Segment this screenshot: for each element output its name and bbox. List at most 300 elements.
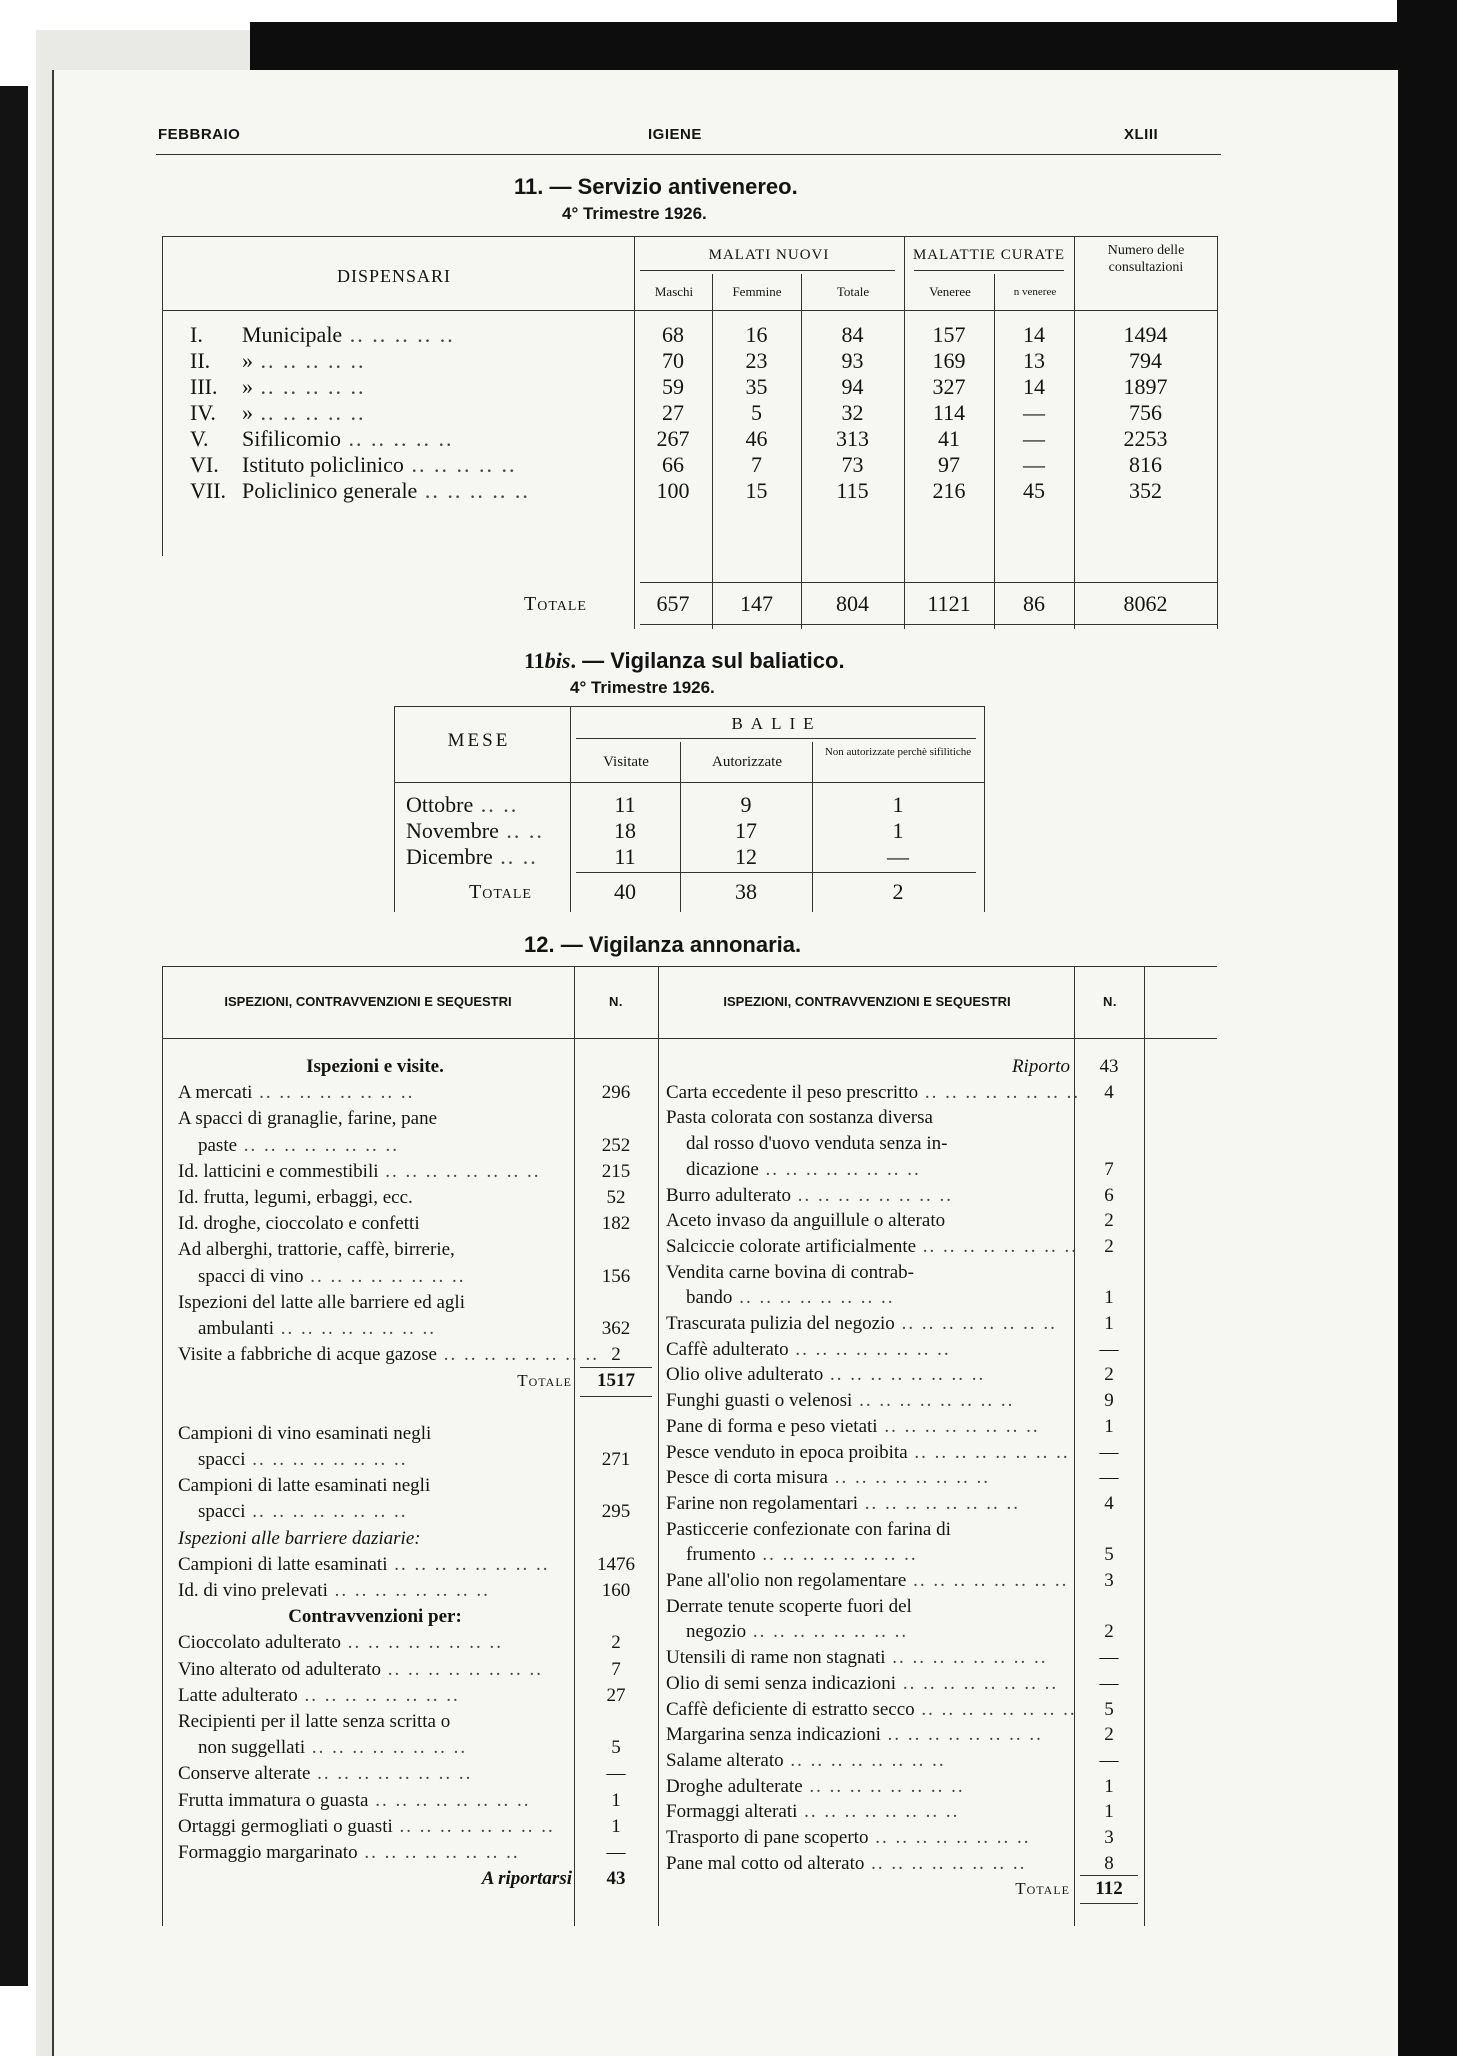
leader-dots: .. .. .. .. ..: [403, 452, 517, 477]
list-item: [54, 1337, 1217, 1366]
list-item: [54, 1183, 1217, 1209]
item-value: 27: [606, 1684, 626, 1706]
item-label: Riporto: [1011, 1056, 1070, 1077]
row-number: III.: [190, 374, 218, 399]
item-label: Id. di vino prelevati: [178, 1580, 328, 1601]
cell-totale: 32: [841, 400, 864, 425]
cell-maschi: 267: [656, 426, 690, 451]
total-femmine: 147: [740, 591, 773, 616]
item-label: Vino alterato od adulterato: [178, 1658, 382, 1680]
item-label: Pane all'olio non regolamentare: [666, 1570, 907, 1591]
item-label: Ispezioni alle barriere daziarie:: [178, 1527, 421, 1549]
item-text: [686, 1619, 1070, 1645]
list-item: [54, 1697, 1217, 1723]
total-maschi: 657: [656, 591, 690, 616]
item-text: [686, 1131, 1070, 1157]
section-12-title: 12. — Vigilanza annonaria.: [524, 932, 802, 957]
row-name: [242, 400, 522, 426]
row-name-text: Municipale: [242, 322, 343, 347]
item-label: Id. latticini e commestibili: [178, 1160, 379, 1182]
table-row: [54, 426, 1217, 452]
row-number: I.: [190, 322, 203, 347]
list-item: [54, 1825, 1217, 1851]
item-text: [666, 1748, 1070, 1774]
leader-dots: .. .. .. .. .. .. .. ..: [357, 1842, 520, 1863]
cell-visitate: 11: [614, 844, 636, 869]
facing-page-edge: [0, 86, 28, 1986]
item-label: Campioni di vino esaminati negli: [178, 1422, 432, 1444]
cell-femmine: 35: [745, 374, 768, 399]
header-totale: Totale: [836, 284, 870, 299]
item-label: Pesce di corta misura: [666, 1467, 828, 1489]
list-item: [54, 1440, 1217, 1466]
item-label: Salciccie colorate artificialmente: [666, 1235, 917, 1257]
table-row: [54, 818, 984, 844]
leader-dots: .. .. .. .. .. .. .. ..: [868, 1827, 1031, 1848]
item-value: 4: [1104, 1081, 1114, 1103]
cell-non-autorizzate: 1: [892, 792, 904, 817]
row-number: V.: [190, 426, 209, 451]
item-text: [666, 1440, 1070, 1466]
header-dispensari: DISPENSARI: [336, 266, 452, 286]
item-label: Formaggi alterati: [666, 1801, 798, 1823]
item-value: 182: [601, 1213, 631, 1235]
leader-dots: .. .. .. .. ..: [341, 426, 454, 451]
leader-dots: .. ..: [498, 818, 544, 843]
item-value: 160: [601, 1580, 631, 1601]
item-value: 271: [601, 1449, 631, 1470]
cell-autorizzate: 17: [735, 818, 757, 843]
leader-dots: .. .. .. .. .. .. .. ..: [758, 1158, 921, 1180]
leader-dots: .. .. .. .. .. .. .. ..: [880, 1724, 1043, 1746]
item-label: Funghi guasti o velenosi: [666, 1390, 853, 1412]
table-row: [54, 400, 1217, 426]
leader-dots: .. .. .. .. .. .. .. ..: [305, 1737, 468, 1759]
table-row: [54, 348, 1217, 374]
document-page: [52, 70, 1398, 2056]
baliatico-total-non-autorizzate: 2: [892, 879, 904, 904]
item-value: 43: [1099, 1056, 1119, 1077]
item-text: [666, 1876, 1070, 1902]
item-value: 1: [611, 1789, 621, 1811]
list-item: [54, 1362, 1217, 1391]
item-label: Pane mal cotto od alterato: [666, 1852, 865, 1874]
total-label: Totale: [524, 593, 587, 615]
header-ispezioni-right: ISPEZIONI, CONTRAVVENZIONI E SEQUESTRI: [723, 994, 1011, 1009]
cell-femmine: 23: [745, 348, 768, 373]
leader-dots: .. ..: [473, 792, 519, 817]
baliatico-total-visitate: 40: [614, 879, 636, 904]
item-value: —: [1099, 1441, 1119, 1463]
total-veneree: 1121: [927, 591, 971, 616]
item-value: 1: [1104, 1415, 1114, 1437]
cell-totale: 313: [836, 426, 869, 451]
row-number: VII.: [190, 478, 227, 503]
item-text: [666, 1491, 1070, 1517]
item-label: Totale: [517, 1371, 572, 1391]
item-value: 296: [601, 1082, 631, 1104]
item-value: 1517: [597, 1370, 635, 1392]
cell-autorizzate: 9: [740, 792, 752, 817]
item-label: Derrate tenute scoperte fuori del: [666, 1595, 912, 1617]
item-value: —: [606, 1763, 626, 1785]
leader-dots: .. .. .. .. ..: [253, 400, 366, 425]
item-label: Totale: [1015, 1879, 1070, 1899]
cell-maschi: 59: [662, 374, 684, 399]
leader-dots: .. .. .. .. .. .. .. ..: [791, 1184, 954, 1206]
row-name-text: Istituto policlinico: [242, 452, 404, 477]
leader-dots: .. .. .. .. .. .. .. ..: [387, 1553, 550, 1575]
leader-dots: .. .. .. .. .. .. .. ..: [245, 1449, 408, 1470]
list-item: [54, 1517, 1217, 1543]
cell-totale: 84: [841, 322, 864, 347]
leader-dots: .. .. .. .. .. .. .. ..: [273, 1318, 436, 1339]
item-label: Caffè adulterato: [666, 1338, 789, 1360]
item-text: [666, 1671, 1070, 1697]
item-label: Caffè deficiente di estratto secco: [666, 1698, 915, 1720]
row-mese-text: Ottobre: [406, 792, 474, 817]
cell-non-autorizzate: 1: [892, 818, 904, 843]
item-text: [666, 1825, 1070, 1851]
section-11-subtitle: 4° Trimestre 1926.: [562, 204, 707, 223]
leader-dots: .. .. .. .. .. .. .. ..: [858, 1492, 1021, 1514]
section-11-title: 11. — Servizio antivenereo.: [514, 174, 798, 199]
baliatico-total-label: Totale: [469, 881, 532, 903]
item-text: [666, 1799, 1070, 1825]
item-value: 1: [611, 1815, 621, 1837]
leader-dots: .. .. .. .. .. .. .. ..: [906, 1570, 1069, 1591]
leader-dots: .. .. .. .. .. .. .. ..: [297, 1684, 460, 1706]
table-row: [54, 452, 1217, 478]
item-value: 2: [1104, 1364, 1114, 1386]
item-label: Pasta colorata con sostanza diversa: [666, 1107, 933, 1129]
item-value: 4: [1104, 1492, 1114, 1514]
item-text: [686, 1542, 1070, 1568]
leader-dots: .. .. .. .. .. .. .. ..: [368, 1789, 531, 1811]
item-label: Conserve alterate: [178, 1763, 311, 1785]
row-name-text: Sifilicomio: [242, 426, 341, 451]
total-rule-bottom: [1080, 1903, 1138, 1904]
item-label: Ortaggi germogliati o guasti: [178, 1815, 393, 1837]
item-text: [666, 1362, 1070, 1388]
running-header-center: IGIENE: [648, 126, 702, 143]
row-name: [242, 452, 522, 478]
cell-veneree: 41: [938, 426, 960, 451]
cell-totale: 115: [836, 478, 869, 503]
item-label: A riportarsi: [481, 1868, 572, 1890]
list-item: [54, 1542, 1217, 1568]
cell-visitate: 18: [614, 818, 636, 843]
item-label: Pasticcerie confezionate con farina di: [666, 1518, 951, 1540]
cell-nonveneree: —: [1023, 400, 1045, 425]
leader-dots: .. .. .. .. .. .. .. ..: [341, 1632, 504, 1654]
leader-dots: .. .. .. .. ..: [417, 478, 530, 503]
item-value: 2: [1104, 1210, 1114, 1232]
list-item: [54, 1748, 1217, 1774]
item-value: 7: [1104, 1158, 1114, 1180]
item-label: bando: [686, 1287, 733, 1309]
leader-dots: .. .. .. .. .. .. .. ..: [392, 1815, 555, 1837]
item-label: Frutta immatura o guasta: [178, 1789, 369, 1811]
item-label: Id. frutta, legumi, erbaggi, ecc.: [178, 1187, 413, 1208]
row-name-text: »: [242, 348, 253, 373]
leader-dots: .. .. .. .. .. .. .. ..: [916, 1235, 1079, 1257]
cell-consult: 352: [1129, 478, 1162, 503]
cell-consult: 1494: [1123, 322, 1168, 347]
cell-nonveneree: —: [1023, 426, 1045, 451]
cell-maschi: 66: [662, 452, 684, 477]
cell-consult: 794: [1129, 348, 1162, 373]
item-label: negozio: [686, 1621, 747, 1643]
cell-consult: 756: [1129, 400, 1162, 425]
list-item: [54, 1774, 1217, 1800]
item-value: 5: [1104, 1698, 1114, 1720]
item-label: Campioni di latte esaminati: [178, 1553, 388, 1575]
list-item: [54, 1157, 1217, 1183]
item-value: 1: [1104, 1287, 1114, 1309]
list-item: [54, 1722, 1217, 1748]
header-autorizzate: Autorizzate: [712, 754, 782, 770]
item-text: [666, 1697, 1077, 1723]
leader-dots: .. .. .. .. .. .. .. ..: [245, 1501, 408, 1523]
list-item: [54, 1876, 1217, 1902]
total-nonveneree: 86: [1023, 591, 1045, 616]
item-text: [666, 1260, 1070, 1286]
row-name-text: Policlinico generale: [242, 478, 418, 503]
item-label: Carta eccedente il peso prescritto: [666, 1081, 919, 1103]
list-item: [54, 1234, 1217, 1260]
row-number: IV.: [190, 400, 216, 425]
row-name: [242, 348, 522, 374]
cell-autorizzate: 12: [735, 844, 757, 869]
item-label: Trasporto di pane scoperto: [666, 1827, 869, 1848]
header-mese: MESE: [447, 730, 511, 751]
item-text: [666, 1568, 1070, 1594]
item-label: A spacci di granaglie, farine, pane: [178, 1108, 438, 1130]
leader-dots: .. .. .. .. .. .. .. ..: [896, 1672, 1059, 1694]
cell-femmine: 15: [745, 478, 768, 503]
running-header-right: XLIII: [1124, 126, 1159, 143]
item-text: [666, 1851, 1070, 1877]
list-item: [54, 1208, 1217, 1234]
item-value: —: [606, 1842, 626, 1863]
header-n-left: N.: [609, 994, 623, 1009]
leader-dots: .. .. .. .. .. .. .. ..: [894, 1313, 1057, 1334]
cell-maschi: 68: [662, 322, 684, 347]
leader-dots: .. .. .. .. .. .. .. ..: [327, 1580, 490, 1601]
leader-dots: .. .. .. .. .. .. .. ..: [252, 1082, 415, 1104]
cell-totale: 93: [841, 348, 864, 373]
table-row: [54, 844, 984, 870]
item-label: Formaggio margarinato: [178, 1842, 358, 1863]
cell-consult: 816: [1129, 452, 1162, 477]
item-value: 9: [1104, 1390, 1114, 1412]
item-label: Utensili di rame non stagnati: [666, 1647, 886, 1669]
leader-dots: .. .. .. .. .. .. .. ..: [378, 1160, 541, 1182]
leader-dots: .. .. .. .. ..: [253, 374, 366, 399]
item-label: A mercati: [178, 1082, 253, 1104]
item-label: Campioni di latte esaminati negli: [178, 1475, 431, 1497]
item-value: 2: [1104, 1724, 1114, 1746]
leader-dots: .. .. .. .. .. .. .. ..: [788, 1338, 951, 1360]
item-text: [666, 1645, 1070, 1671]
cell-veneree: 114: [932, 400, 966, 425]
leader-dots: .. .. .. .. .. .. .. ..: [907, 1441, 1070, 1463]
row-mese: [406, 818, 566, 844]
leader-dots: .. .. .. .. .. .. .. ..: [783, 1749, 946, 1771]
item-value: —: [1099, 1672, 1119, 1694]
item-label: Visite a fabbriche di acque gazose: [178, 1344, 437, 1366]
list-item: [54, 1671, 1217, 1697]
list-item: [54, 1388, 1217, 1414]
leader-dots: .. .. .. .. .. .. .. ..: [755, 1544, 918, 1566]
total-consult: 8062: [1123, 591, 1168, 616]
cell-visitate: 11: [614, 792, 636, 817]
item-text: [666, 1234, 1079, 1260]
item-label: spacci: [198, 1449, 246, 1470]
item-text: [666, 1183, 1070, 1209]
running-header-left: FEBBRAIO: [158, 126, 241, 143]
item-value: 7: [611, 1658, 621, 1680]
header-femmine: Femmine: [732, 284, 782, 299]
item-label: Latte adulterato: [178, 1684, 298, 1706]
item-text: [666, 1388, 1070, 1414]
item-label: frumento: [686, 1544, 756, 1566]
leader-dots: .. .. .. .. .. .. .. ..: [303, 1265, 466, 1287]
leader-dots: .. .. .. .. .. .. .. ..: [852, 1390, 1015, 1412]
item-label: Olio di semi senza indicazioni: [666, 1672, 897, 1694]
list-item: [54, 1260, 1217, 1286]
leader-dots: .. .. .. .. .. .. .. ..: [914, 1698, 1077, 1720]
item-label: paste: [198, 1134, 238, 1156]
list-item: [54, 1568, 1217, 1594]
leader-dots: .. .. .. .. .. .. .. ..: [436, 1344, 599, 1366]
section-11bis-title: 11bis. — Vigilanza sul baliatico.: [524, 648, 845, 673]
item-label: Vendita carne bovina di contrab-: [666, 1261, 914, 1283]
item-label: Pesce venduto in epoca proibita: [666, 1441, 908, 1463]
item-text: [666, 1774, 1070, 1800]
header-rule: [156, 154, 1221, 155]
item-text: [666, 1517, 1070, 1543]
item-text: [686, 1157, 1070, 1183]
list-item: [54, 1645, 1217, 1671]
item-label: Pane di forma e peso vietati: [666, 1415, 878, 1437]
cell-nonveneree: 13: [1023, 348, 1045, 373]
item-value: 43: [606, 1868, 626, 1890]
item-label: spacci di vino: [198, 1265, 304, 1287]
cell-nonveneree: —: [1023, 452, 1045, 477]
leader-dots: .. .. .. .. .. .. .. ..: [802, 1775, 965, 1797]
leader-dots: .. .. .. .. ..: [253, 348, 366, 373]
leader-dots: .. ..: [492, 844, 538, 869]
cell-veneree: 157: [932, 322, 966, 347]
scan-border-right: [1397, 0, 1457, 2056]
item-value: —: [1099, 1338, 1119, 1360]
table-antivenereo-total-row: [54, 591, 1217, 617]
header-malati-nuovi: MALATI NUOVI: [708, 247, 830, 263]
header-numero-consultazioni: Numero delle consultazioni: [1107, 243, 1185, 275]
item-value: 215: [601, 1160, 631, 1182]
item-text: [666, 1208, 1070, 1234]
leader-dots: .. .. .. .. .. .. .. ..: [237, 1134, 400, 1156]
cell-totale: 94: [841, 374, 864, 399]
row-mese-text: Dicembre: [406, 844, 493, 869]
item-label: dicazione: [686, 1158, 759, 1180]
table-row: [54, 374, 1217, 400]
item-value: 112: [1095, 1878, 1123, 1900]
item-text: [666, 1465, 1070, 1491]
cell-maschi: 70: [662, 348, 684, 373]
row-number: VI.: [190, 452, 219, 477]
cell-veneree: 327: [932, 374, 966, 399]
leader-dots: .. .. .. .. .. .. .. ..: [877, 1415, 1040, 1437]
item-label: Margarina senza indicazioni: [666, 1724, 881, 1746]
item-value: 3: [1104, 1827, 1114, 1848]
cell-totale: 73: [841, 452, 864, 477]
item-label: Burro adulterato: [666, 1184, 792, 1206]
list-item: [54, 1465, 1217, 1491]
leader-dots: .. .. .. .. .. .. .. ..: [310, 1763, 473, 1785]
cell-veneree: 97: [938, 452, 960, 477]
leader-dots: .. .. .. .. .. .. .. ..: [823, 1364, 986, 1386]
header-malattie-curate: MALATTIE CURATE: [912, 247, 1066, 263]
list-item: [54, 1131, 1217, 1157]
total-totale: 804: [836, 591, 869, 616]
item-text: [686, 1285, 1070, 1311]
item-value: 2: [1104, 1235, 1114, 1257]
item-value: 5: [1104, 1544, 1114, 1566]
cell-consult: 2253: [1123, 426, 1168, 451]
cell-consult: 1897: [1123, 374, 1168, 399]
item-value: 52: [606, 1187, 626, 1208]
item-label: Cioccolato adulterato: [178, 1632, 342, 1654]
header-n-right: N.: [1103, 994, 1117, 1009]
list-item: [54, 1054, 1217, 1080]
list-item: [54, 1491, 1217, 1517]
list-item: [54, 1080, 1217, 1106]
item-value: 8: [1104, 1852, 1114, 1874]
list-item: [54, 1311, 1217, 1337]
item-label: ambulanti: [198, 1318, 274, 1339]
item-value: 295: [601, 1501, 631, 1523]
cell-nonveneree: 14: [1023, 374, 1045, 399]
item-value: 156: [601, 1265, 631, 1287]
leader-dots: .. .. .. .. .. .. .. ..: [864, 1852, 1027, 1874]
leader-dots: .. .. .. .. .. .. .. ..: [797, 1801, 960, 1823]
item-label: Ispezioni del latte alle barriere ed agli: [178, 1291, 465, 1313]
cell-femmine: 46: [745, 426, 768, 451]
header-non-autorizzate: Non autorizzate perchè sifilitiche: [824, 746, 972, 758]
cell-nonveneree: 14: [1023, 322, 1045, 347]
cell-veneree: 169: [932, 348, 966, 373]
item-value: 6: [1104, 1184, 1114, 1206]
item-text: [666, 1080, 1081, 1106]
item-label: Salame alterato: [666, 1749, 784, 1771]
item-value: 2: [611, 1344, 621, 1366]
header-veneree: Veneree: [929, 284, 971, 299]
row-name-text: »: [242, 374, 253, 399]
item-value: —: [1099, 1647, 1119, 1669]
header-non-veneree: n veneree: [1013, 286, 1057, 298]
leader-dots: .. .. .. .. .. .. .. ..: [918, 1081, 1081, 1103]
item-label: non suggellati: [198, 1737, 306, 1759]
item-value: 5: [611, 1737, 621, 1759]
item-label: Ispezioni e visite.: [306, 1056, 444, 1077]
row-name: [242, 374, 522, 400]
item-text: [666, 1722, 1070, 1748]
item-value: 1: [1104, 1801, 1114, 1823]
item-text: [666, 1311, 1070, 1337]
